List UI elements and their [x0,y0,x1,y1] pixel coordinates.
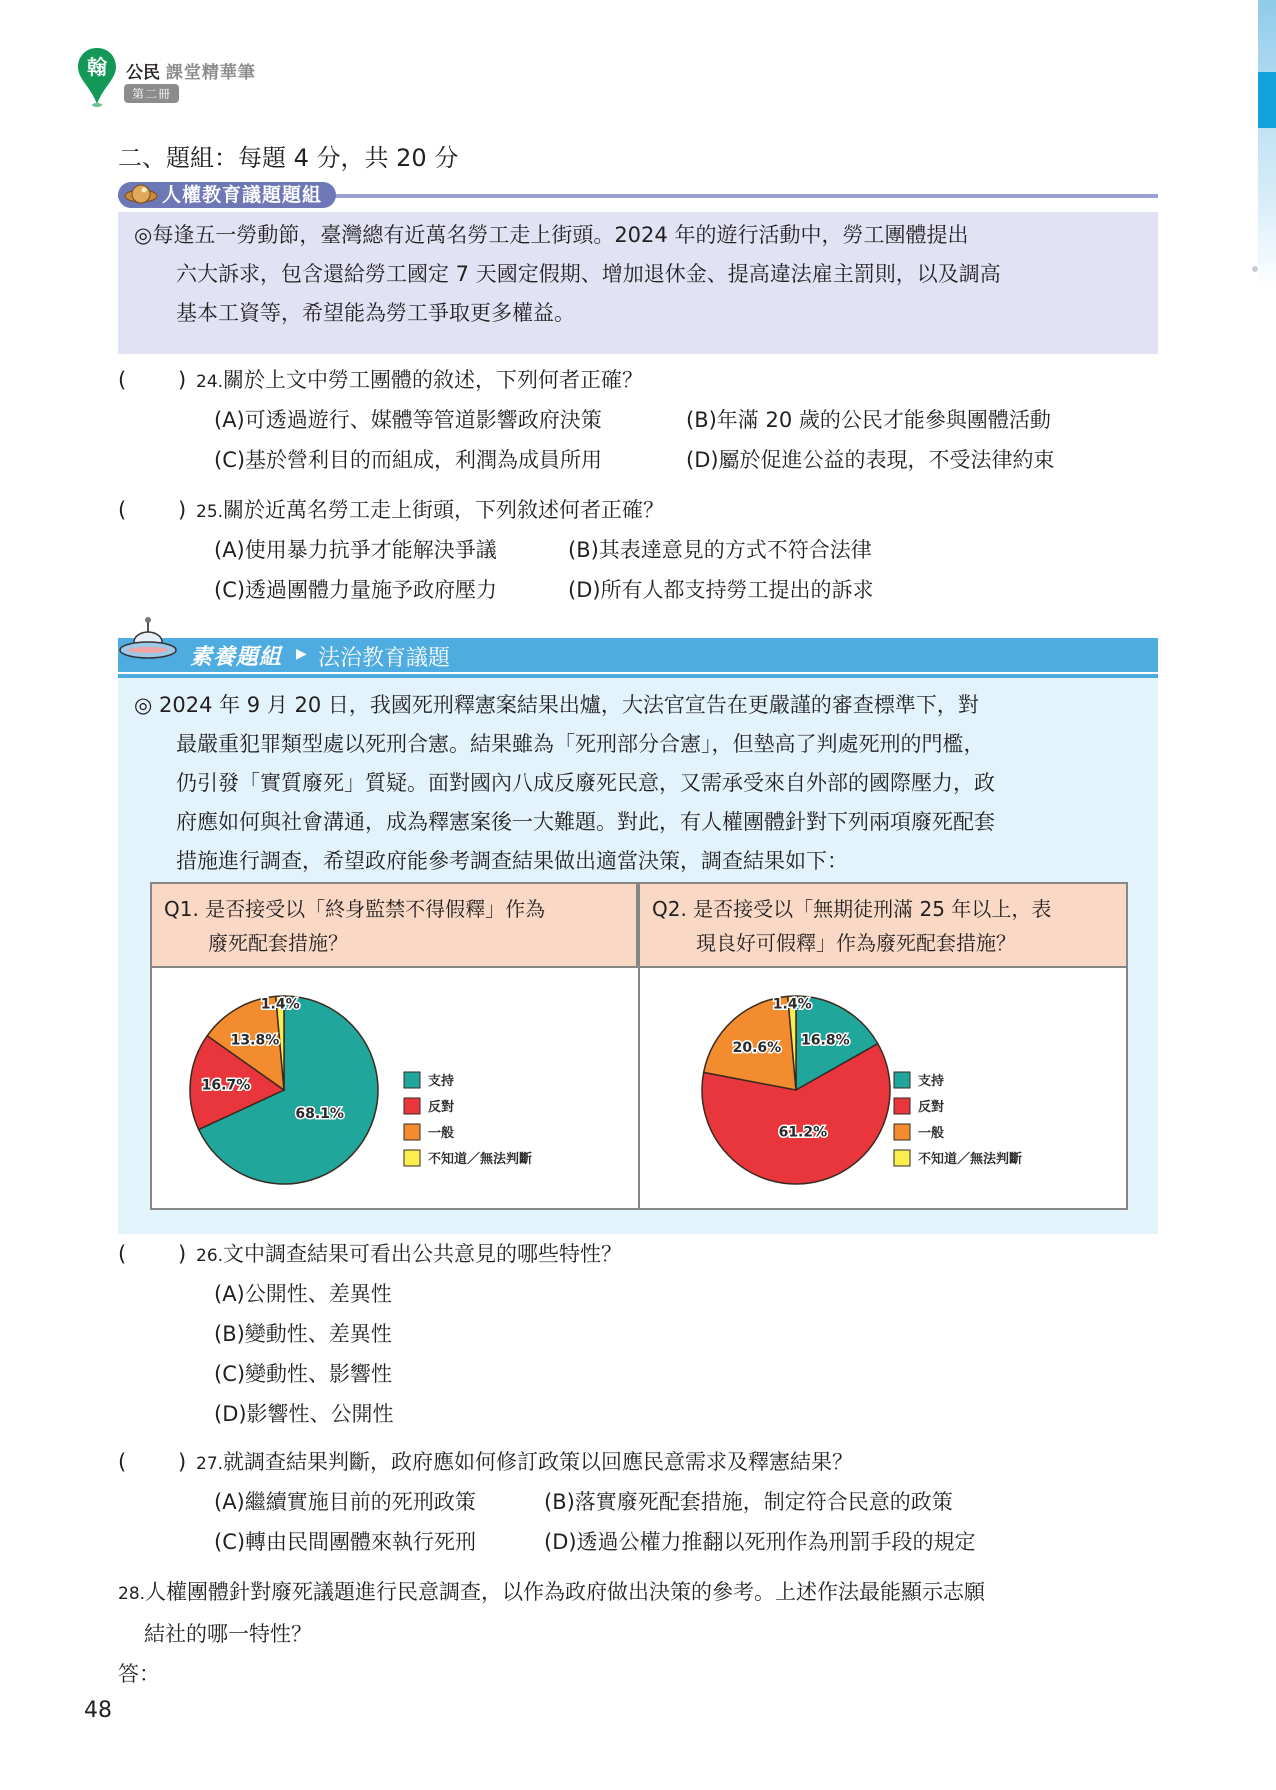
question-25: ( ) 25.關於近萬名勞工走上街頭，下列敘述何者正確？ [118,490,664,532]
legend-swatch-neutral [894,1124,910,1140]
question-number: 27. [196,1454,224,1474]
group1-banner [118,182,1158,210]
question-25-options [214,530,1154,610]
group1-label [118,182,336,208]
option-a: (A)繼續實施目前的死刑政策 [214,1490,476,1514]
question-24: ( ) 24.關於上文中勞工團體的敘述，下列何者正確？ [118,360,643,402]
passage-line: 最嚴重犯罪類型處以死刑合憲。結果雖為「死刑部分合憲」，但墊高了判處死刑的門檻， [176,732,985,756]
pie-label-support: 68.1% [295,1105,344,1122]
question-27-options [214,1482,1154,1562]
volume-badge: 第二冊 [124,84,179,103]
legend-label-neutral: 一般 [918,1126,945,1141]
option-a: (A)使用暴力抗爭才能解決爭議 [214,538,497,562]
option-c: (C)透過團體力量施予政府壓力 [214,578,498,602]
passage-line: 措施進行調查，希望政府能參考調查結果做出適當決策，調查結果如下： [176,849,848,873]
survey-q2-title-line: 現良好可假釋」作為廢死配套措施？ [696,931,1016,955]
q2-pie-chart [640,970,1126,1206]
legend-label-support: 支持 [918,1074,945,1089]
question-number: 28. [118,1584,146,1604]
answer-blank[interactable]: ( [118,1450,127,1474]
survey-q1-header [152,884,638,968]
question-24-options [214,400,1154,480]
section-title: 二、題組：每題 4 分，共 20 分 [118,144,459,172]
legend-label-oppose: 反對 [918,1100,945,1115]
legend-swatch-oppose [894,1098,910,1114]
option-c: (C)基於營利目的而組成，利潤為成員所用 [214,448,603,472]
question-27: ( ) 27.就調查結果判斷，政府應如何修訂政策以回應民意需求及釋憲結果？ [118,1442,853,1484]
option-b: (B)年滿 20 歲的公民才能參與團體活動 [686,408,1051,432]
legend-swatch-unknown [894,1150,910,1166]
question-26-options [214,1274,394,1434]
passage-line: 六大訴求，包含還給勞工國定 7 天國定假期、增加退休金、提高違法雇主罰則，以及調高 [176,262,1001,286]
subject-name: 公民 [126,63,160,83]
pie-label-unknown: 1.4% [260,996,300,1013]
publisher-logo-pin-icon [76,46,118,108]
triangle-right-icon: ▶ [296,646,307,662]
legend-swatch-support [894,1072,910,1088]
option-d: (D)透過公權力推翻以死刑作為刑罰手段的規定 [544,1530,976,1554]
question-stem-line: 結社的哪一特性？ [144,1622,312,1646]
pie-label-neutral: 20.6% [732,1039,782,1056]
answer-blank[interactable]: ( [118,368,127,392]
answer-blank[interactable]: ( [118,498,127,522]
legend-swatch-support [404,1072,420,1088]
question-26: ( ) 26.文中調查結果可看出公共意見的哪些特性？ [118,1234,622,1276]
chapter-edge-tab [1258,0,1276,290]
legend-label-oppose: 反對 [428,1100,455,1115]
option-a: (A)公開性、差異性 [214,1282,392,1306]
survey-q2-title-line: Q2. 是否接受以「無期徒刑滿 25 年以上，表 [652,897,1052,921]
passage-line: 基本工資等，希望能為勞工爭取更多權益。 [176,301,575,325]
survey-q1-title-line: Q1. 是否接受以「終身監禁不得假釋」作為 [164,897,546,921]
option-b: (B)變動性、差異性 [214,1322,392,1346]
chapter-edge-tab-active [1258,72,1276,128]
survey-q1-title-line: 廢死配套措施？ [208,931,348,955]
option-a: (A)可透過遊行、媒體等管道影響政府決策 [214,408,602,432]
legend-label-unknown: 不知道／無法判斷 [428,1152,533,1167]
passage-line: 府應如何與社會溝通，成為釋憲案後一大難題。對此，有人權團體針對下列兩項廢死配套 [176,810,995,834]
group2-topic: 法治教育議題 [318,646,451,671]
pie-label-neutral: 13.8% [230,1032,280,1049]
question-stem: 文中調查結果可看出公共意見的哪些特性？ [223,1242,623,1266]
option-b: (B)其表達意見的方式不符合法律 [568,538,872,562]
question-stem: 就調查結果判斷，政府應如何修訂政策以回應民意需求及釋憲結果？ [223,1450,854,1474]
pie-label-oppose: 16.7% [201,1077,251,1094]
option-d: (D)所有人都支持勞工提出的訴求 [568,578,874,602]
question-number: 26. [196,1246,224,1266]
question-stem: 關於上文中勞工團體的敘述，下列何者正確？ [223,368,644,392]
option-c: (C)轉由民間團體來執行死刑 [214,1530,477,1554]
group2-banner [118,638,1158,672]
option-c: (C)變動性、影響性 [214,1362,393,1386]
edge-dot [1252,266,1258,272]
passage-line: ◎每逢五一勞動節，臺灣總有近萬名勞工走上街頭。2024 年的遊行活動中，勞工團體提出 [134,223,969,247]
legend-swatch-unknown [404,1150,420,1166]
legend-swatch-neutral [404,1124,420,1140]
logo-char: 翰 [87,55,107,79]
group1-title: 人權教育議題題組 [162,184,323,206]
legend-label-support: 支持 [428,1074,455,1089]
ufo-icon [118,616,180,668]
option-b: (B)落實廢死配套措施，制定符合民意的政策 [544,1490,953,1514]
group2-passage [134,686,995,881]
legend-swatch-oppose [404,1098,420,1114]
question-stem-line: 人權團體針對廢死議題進行民意調查，以作為政府做出決策的參考。上述作法最能顯示志願 [145,1580,986,1604]
pie-label-unknown: 1.4% [772,996,812,1013]
group1-passage [134,216,1001,333]
passage-line: 仍引發「實質廢死」質疑。面對國內八成反廢死民意，又需承受來自外部的國際壓力，政 [176,771,995,795]
question-number: 24. [196,372,224,392]
survey-q2-header [640,884,1126,968]
series-name: 課堂精華筆 [165,63,256,83]
question-number: 25. [196,502,224,522]
answer-blank[interactable]: ( [118,1242,127,1266]
answer-label[interactable]: 答： [118,1662,160,1686]
question-28 [118,1572,1168,1694]
option-d: (D)屬於促進公益的表現，不受法律約束 [686,448,1055,472]
legend-label-unknown: 不知道／無法判斷 [918,1152,1023,1167]
group2-tag: 素養題組 [190,645,283,670]
pie-label-oppose: 61.2% [778,1124,828,1141]
survey-results-table [150,882,1128,1210]
book-title [126,58,256,83]
passage-line: ◎ 2024 年 9 月 20 日，我國死刑釋憲案結果出爐，大法官宣告在更嚴謹的審查標準下，對 [134,693,979,717]
planet-icon [124,181,158,209]
q1-pie-chart [152,970,638,1206]
option-d: (D)影響性、公開性 [214,1402,394,1426]
pie-label-support: 16.8% [801,1032,850,1049]
legend-label-neutral: 一般 [428,1126,455,1141]
page-number: 48 [84,1698,112,1723]
question-stem: 關於近萬名勞工走上街頭，下列敘述何者正確？ [223,498,665,522]
